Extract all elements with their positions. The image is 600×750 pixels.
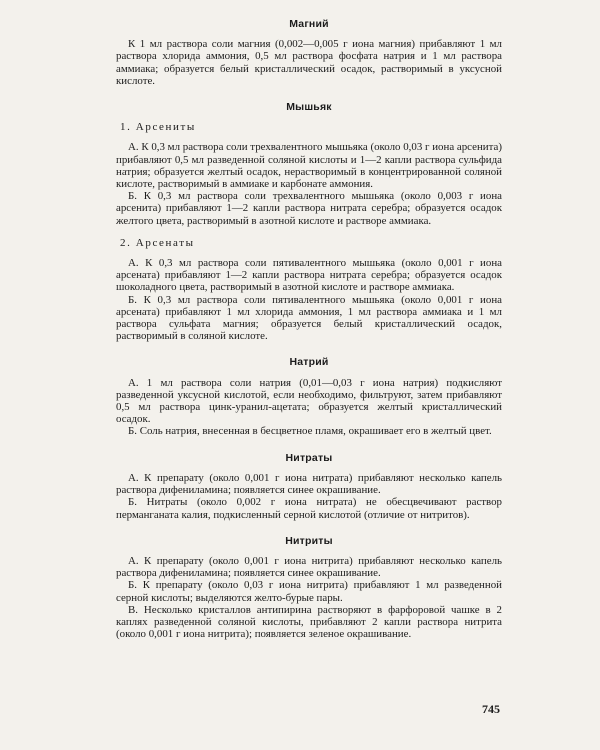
paragraph: А. 1 мл раствора соли натрия (0,01—0,03 г иона натрия) подкисляют разведенной уксусной кислотой, если необходимо, фильтруют, затем прибавляют 0,5 мл раствора цинк-уранил-ацетата; образуется желтый кристаллический осадок. [116,376,502,426]
section-nitrates [116,452,502,521]
paragraph: Б. К 0,3 мл раствора соли пятивалентного мышьяка (около 0,001 г иона арсената) прибавляют 1 мл хлорида аммония, 1 мл раствора аммиака и 1 мл раствора сульфата магния; образуется белый кристаллический осадок, растворимый в соляной кислоте. [116,293,502,343]
paragraph: А. К препарату (около 0,001 г иона нитрата) прибавляют несколько капель раствора дифениламина; появляется синее окрашивание. [116,471,502,497]
paragraph: К 1 мл раствора соли магния (0,002—0,005 г иона магния) прибавляют 1 мл раствора хлорида аммония, 0,5 мл раствора фосфата натрия и 1 мл раствора аммиака; образуется белый кристаллический осадок, растворимый в уксусной кислоте. [116,38,502,87]
page-content [116,18,502,654]
section-magnesium [116,18,502,87]
subsection-heading: 2. Арсенаты [120,236,195,249]
paragraph: В. Несколько кристаллов антипирина растворяют в фарфоровой чашке в 2 каплях разведенной соляной кислоты, прибавляют 2 капли раствора нитрита (около 0,001 г иона нитрита); появляется зеленое окрашивание. [116,603,502,641]
paragraph: Б. К 0,3 мл раствора соли трехвалентного мышьяка (около 0,003 г иона арсенита) прибавляют 1—2 капли раствора нитрата серебра; образуется осадок желтого цвета, растворимый в азотной кислоте и растворе аммиака. [116,190,502,227]
page-number: 745 [482,702,500,716]
section-arsenic [116,101,502,342]
paragraph: А. К препарату (около 0,001 г иона нитрита) прибавляют несколько капель раствора дифениламина; появляется синее окрашивание. [116,554,502,580]
paragraph: Б. Соль натрия, внесенная в бесцветное пламя, окрашивает его в желтый цвет. [128,425,492,438]
paragraph: А. К 0,3 мл раствора соли пятивалентного мышьяка (около 0,001 г иона арсената) прибавляют 1—2 капли раствора нитрата серебра; образуется осадок шоколадного цвета, растворимый в азотной кислоте и растворе аммиака. [116,257,502,294]
paragraph: Б. Нитраты (около 0,002 г иона нитрата) не обесцвечивают раствор перманганата калия, подкисленный серной кислотой (отличие от нитритов). [116,496,502,521]
section-title: Натрий [289,356,329,369]
section-sodium [116,356,502,437]
subsection-heading: 1. Арсениты [120,121,196,134]
section-title: Нитраты [285,451,333,464]
section-title: Нитриты [285,534,333,547]
section-nitrites [116,535,502,641]
paragraph: Б. К препарату (около 0,03 г иона нитрита) прибавляют 1 мл разведенной серной кислоты; выделяются желто-бурые пары. [116,579,502,604]
paragraph: А. К 0,3 мл раствора соли трехвалентного мышьяка (около 0,03 г иона арсенита) прибавляют 0,5 мл разведенной соляной кислоты и 1—2 капли раствора сульфида натрия; образуется желтый осадок, нерастворимый в концентрированной соляной кислоте, растворимый в аммиаке и карбонате аммония. [116,141,502,191]
section-title: Мышьяк [286,101,332,114]
section-title: Магний [289,18,329,30]
